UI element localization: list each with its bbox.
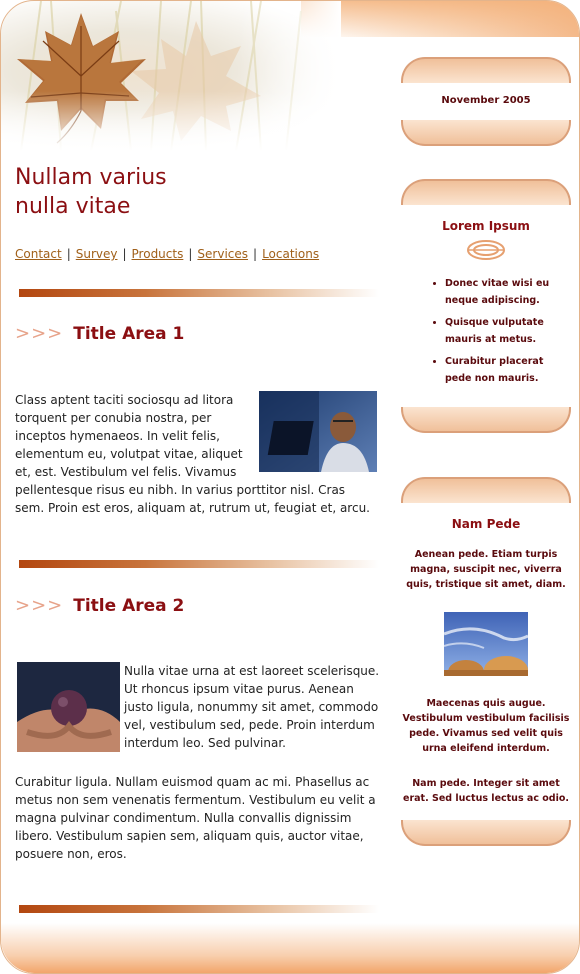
- section-title-1: Title Area 1: [73, 323, 185, 344]
- bottom-gradient: [1, 923, 580, 973]
- section-divider: [19, 905, 379, 913]
- sidebar-date: November 2005: [441, 95, 531, 106]
- section-header-2: [15, 595, 184, 616]
- nav-link-products[interactable]: Products: [131, 247, 184, 261]
- nav-separator: |: [66, 247, 71, 261]
- section-2-paragraph: Nulla vitae urna at est laoreet scelerisque. Ut rhoncus ipsum vitae purus. Aenean justo ligula, nonummy sit amet, commodo vel, vestibulum sed, pede. Proin interdum interdum leo. Sed pulvinar.: [124, 664, 380, 750]
- section-2-content: [15, 662, 385, 756]
- box-cap-top: [401, 179, 571, 205]
- nav-link-services[interactable]: Services: [197, 247, 249, 261]
- page-title: [15, 163, 255, 221]
- sky-boulders-photo: [444, 612, 528, 676]
- section-1-content: [15, 391, 377, 517]
- section-1-paragraph: Class aptent taciti sociosqu ad litora torquent per conubia nostra, per inceptos hymenaeos. In velit felis, elementum eu, volutpat vitae, aliquet et, est. Vestibulum vel felis. Vivamus pellentesque risus eu nibh. In varius porttitor nisl. Cras sem. Proin est eros, aliquam at, rutrum ut, feugiat et, arcu.: [15, 393, 370, 515]
- sidebar-box-heading: Nam Pede: [451, 517, 521, 531]
- top-gradient-overlay: [301, 1, 580, 37]
- sidebar-lorem-box: [401, 179, 571, 433]
- box-cap-bottom: [401, 820, 571, 846]
- nav-link-survey[interactable]: Survey: [75, 247, 118, 261]
- box-cap-top: [401, 477, 571, 503]
- page-title-line1: Nullam varius: [15, 165, 167, 190]
- box-cap-bottom: [401, 120, 571, 146]
- nav-link-contact[interactable]: Contact: [15, 247, 62, 261]
- nav-separator: |: [253, 247, 258, 261]
- leaf-grass-graphic: [1, 1, 341, 151]
- box-cap-top: [401, 57, 571, 83]
- section-header-1: [15, 323, 184, 344]
- sidebar-text: Nam pede. Integer sit amet erat. Sed luctus lectus ac odio.: [403, 778, 569, 804]
- section-divider: [19, 560, 379, 568]
- sidebar-nampede-box: [401, 477, 571, 846]
- hands-globe-photo: [17, 662, 120, 752]
- arrows-icon: >>>: [15, 595, 64, 616]
- sidebar-list: [429, 275, 571, 387]
- header-leaf-image: [1, 1, 341, 151]
- nav-link-locations[interactable]: Locations: [262, 247, 320, 261]
- sidebar-date-box: [401, 57, 571, 146]
- page-title-line2: nulla vitae: [15, 194, 131, 219]
- nav-separator: |: [188, 247, 193, 261]
- arrows-icon: >>>: [15, 323, 64, 344]
- top-navigation: [15, 247, 319, 261]
- businessman-laptop-photo: [259, 391, 377, 472]
- nav-separator: |: [122, 247, 127, 261]
- section-title-2: Title Area 2: [73, 595, 185, 616]
- section-2-paragraph-2: Curabitur ligula. Nullam euismod quam ac mi. Phasellus ac metus non sem venenatis fermentum. Vestibulum eu velit a magna pulvinar condimentum. Nulla convallis dignissim libero. Vestibulum sapien sem, aliquam quis, auctor vitae, posuere non, eros.: [15, 775, 376, 861]
- sidebar-box-heading: Lorem Ipsum: [442, 219, 530, 233]
- sidebar-text: Maecenas quis augue. Vestibulum vestibulum facilisis pede. Vivamus sed velit quis urna eleifend interdum.: [402, 698, 570, 754]
- list-item: • Curabitur placerat pede non mauris.: [445, 353, 571, 387]
- list-item: • Donec vitae wisi eu neque adipiscing.: [445, 275, 571, 309]
- section-divider: [19, 289, 379, 297]
- list-item: • Quisque vulputate mauris at metus.: [445, 314, 571, 348]
- sidebar-text: Aenean pede. Etiam turpis magna, suscipit nec, viverra quis, tristique sit amet, diam.: [406, 549, 566, 590]
- box-cap-bottom: [401, 407, 571, 433]
- ring-icon: [466, 239, 506, 261]
